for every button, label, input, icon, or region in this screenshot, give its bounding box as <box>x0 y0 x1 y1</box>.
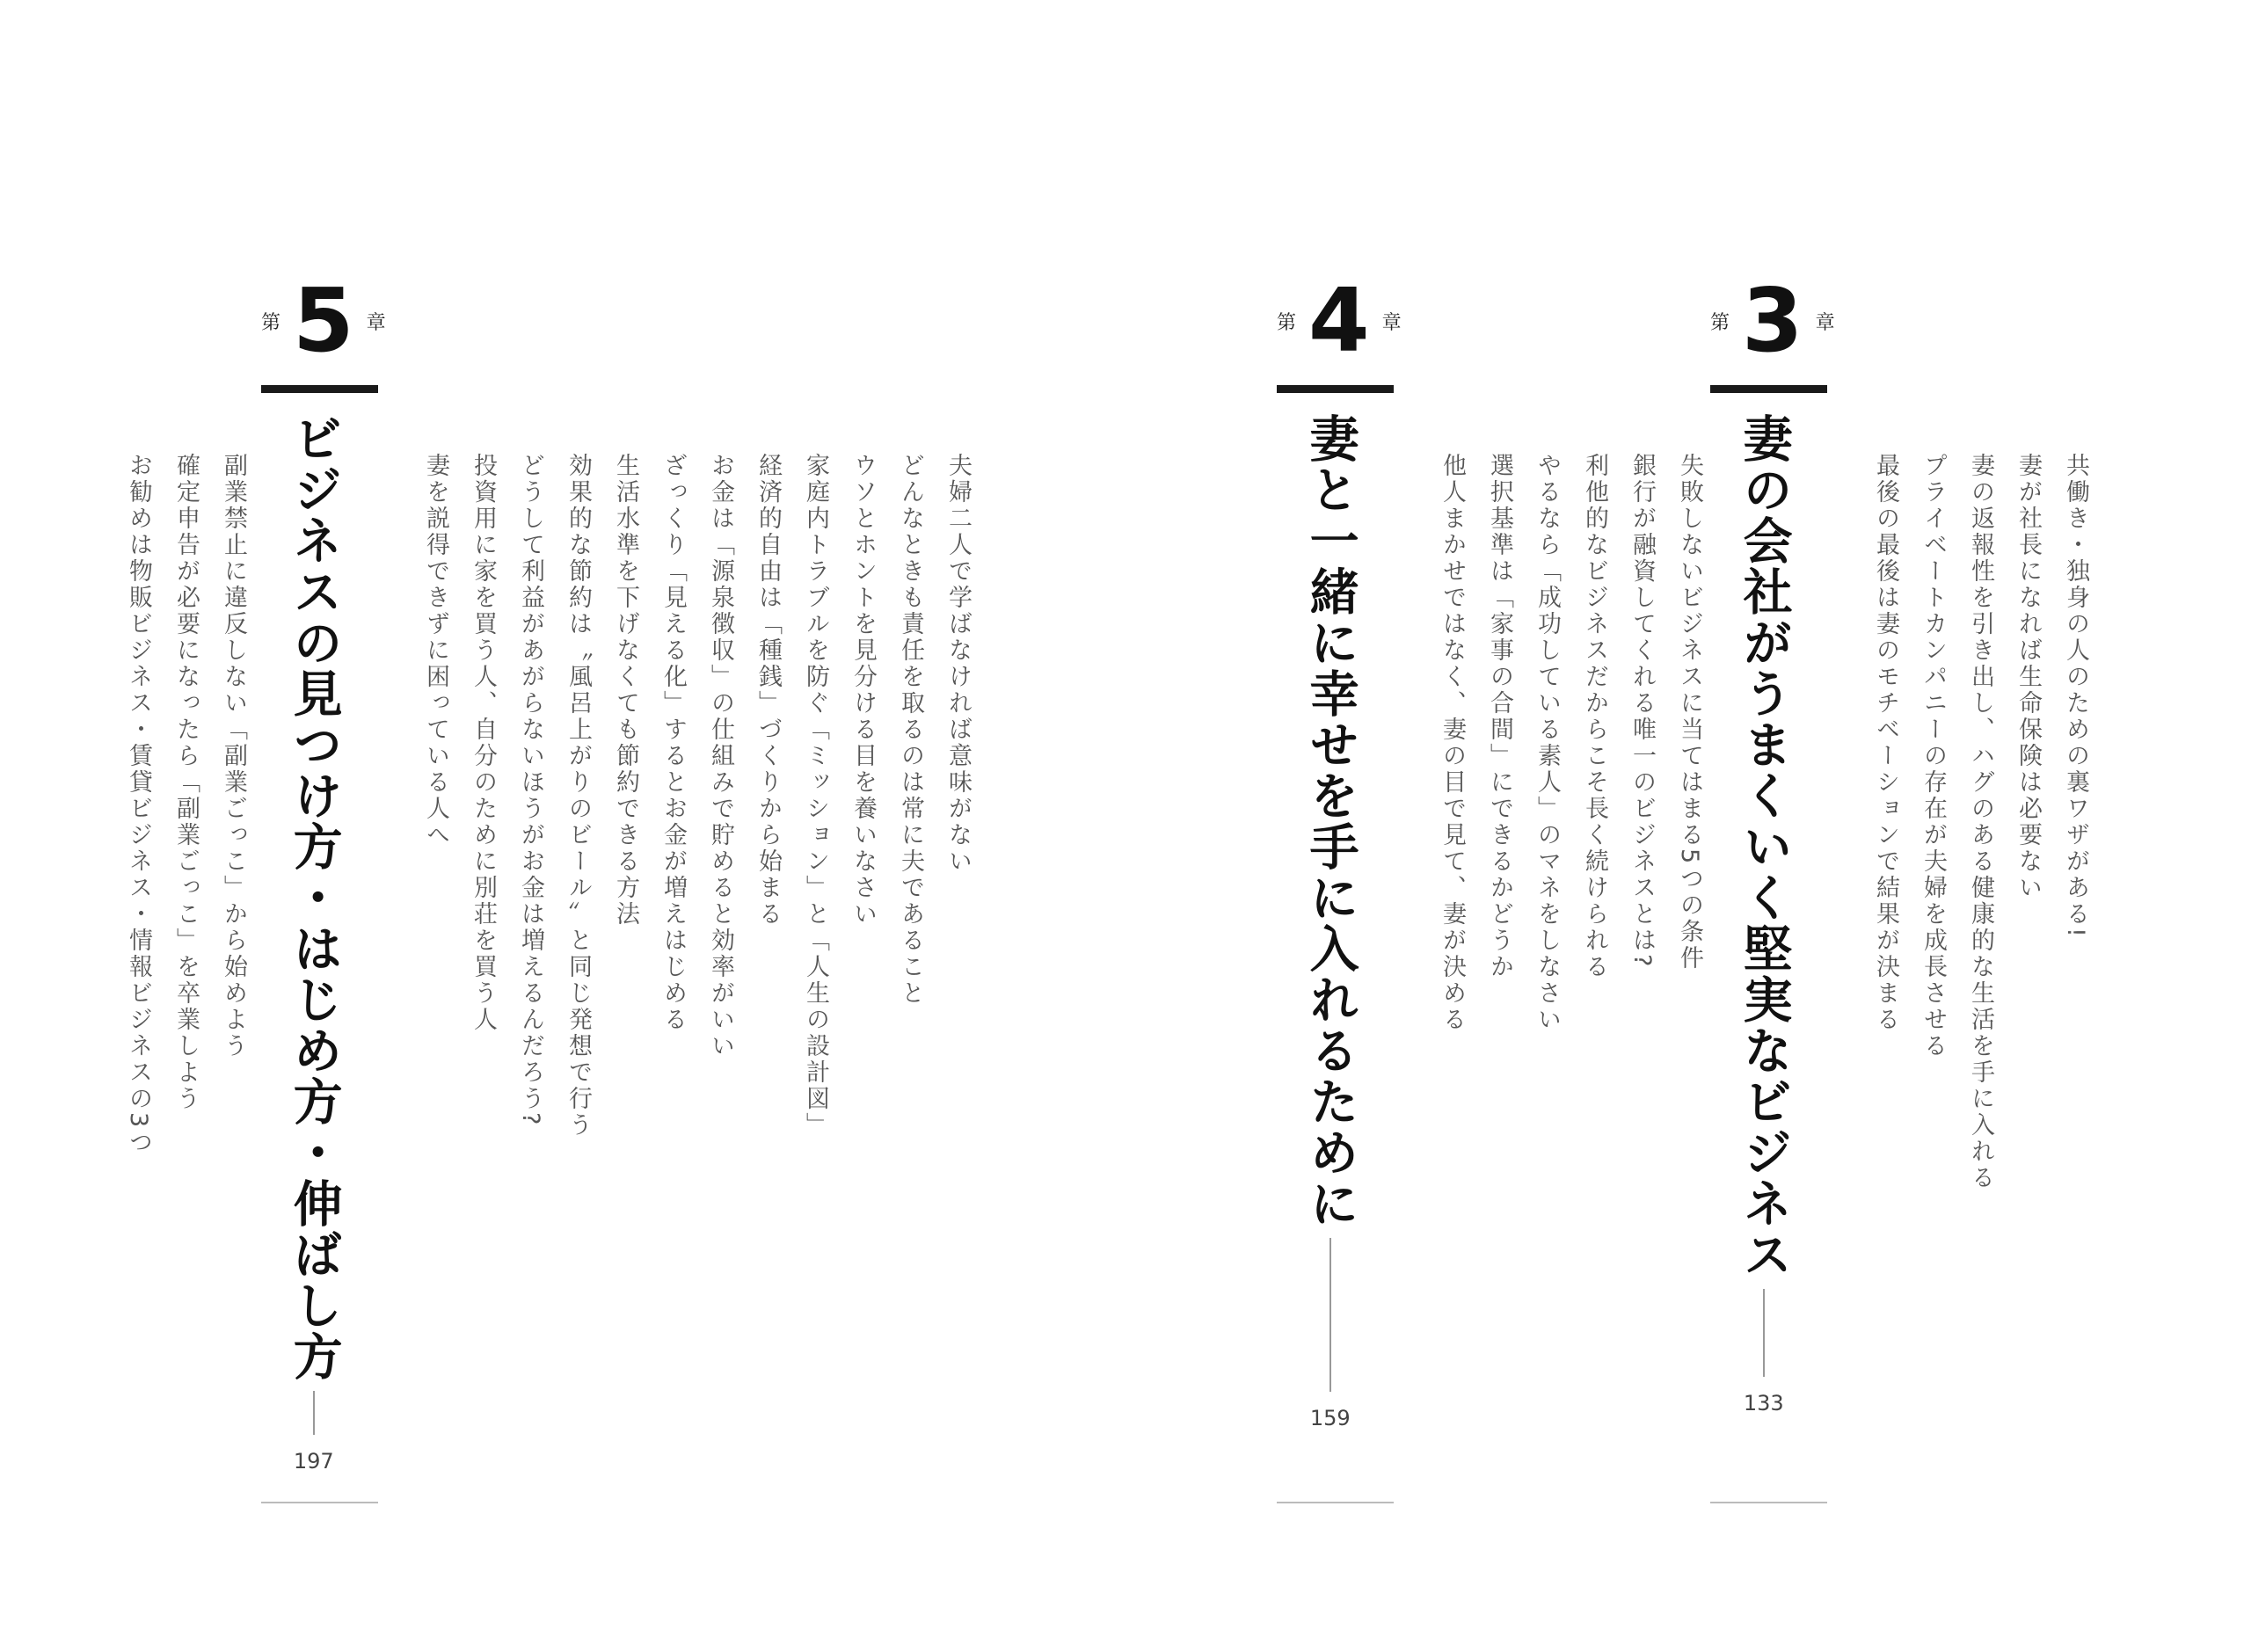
section-item: ウソとホントを見分ける目を養いなさい <box>849 453 877 928</box>
section-item: 銀行が融資してくれる唯一のビジネスとは? <box>1628 453 1656 970</box>
chapter-prefix: 第 <box>261 311 281 334</box>
page-number: 159 <box>1309 1406 1351 1430</box>
chapter-number: 5 <box>293 269 354 372</box>
section-item: 利他的なビジネスだからこそ長く続けられる <box>1581 453 1608 980</box>
section-item: 共働き・独身の人のための裏ワザがある! <box>2062 453 2089 940</box>
section-item: 選択基準は「家事の合間」にできるかどうか <box>1486 453 1513 980</box>
section-item: やるなら「成功している素人」のマネをしなさい <box>1533 453 1561 1033</box>
section-item: プライベートカンパニーの存在が夫婦を成長させる <box>1920 453 1947 1059</box>
section-item: お金は「源泉徴収」の仕組みで貯めると効率がいい <box>707 453 734 1059</box>
footer-rule <box>1277 1502 1394 1503</box>
section-item: 投資用に家を買う人、自分のために別荘を買う人 <box>470 453 497 1033</box>
section-item: 確定申告が必要になったら「副業ごっこ」を卒業しよう <box>172 453 200 1112</box>
chapter-5 <box>114 0 1002 1652</box>
section-item: 妻を説得できずに困っている人へ <box>422 453 449 848</box>
section-item: 家庭内トラブルを防ぐ「ミッション」と「人生の設計図」 <box>802 453 829 1139</box>
section-item: お勧めは物販ビジネス・賃貸ビジネス・情報ビジネスの3つ <box>125 453 152 1157</box>
page-number: 133 <box>1743 1391 1784 1415</box>
chapter-suffix: 章 <box>1381 311 1402 334</box>
chapter-title-block <box>1303 413 1358 1430</box>
section-item: 妻が社長になれば生命保険は必要ない <box>2014 453 2042 901</box>
chapter-suffix: 章 <box>366 311 386 334</box>
section-list <box>412 453 981 1139</box>
chapter-suffix: 章 <box>1815 311 1835 334</box>
title-dash <box>1763 1289 1765 1377</box>
section-list <box>114 453 257 1156</box>
page-number: 197 <box>293 1449 334 1474</box>
section-item: 副業禁止に違反しない「副業ごっこ」から始めよう <box>220 453 247 1059</box>
chapter-title-block <box>1737 413 1791 1415</box>
chapter-title: ビジネスの見つけ方・はじめ方・伸ばし方 <box>285 413 343 1382</box>
section-item: 最後の最後は妻のモチベーションで結果が決まる <box>1872 453 1899 1033</box>
chapter-heading <box>261 269 386 372</box>
heading-rule <box>1710 385 1827 393</box>
section-item: ざっくり「見える化」するとお金が増えはじめる <box>659 453 687 1033</box>
section-list <box>1861 453 2099 1191</box>
title-dash <box>313 1391 315 1435</box>
section-item: どうして利益があがらないほうがお金は増えるんだろう? <box>517 453 544 1128</box>
chapter-title-block <box>287 413 341 1474</box>
chapter-number: 3 <box>1742 269 1803 372</box>
section-item: どんなときも責任を取るのは常に夫であること <box>897 453 924 1007</box>
chapter-heading <box>1277 269 1402 372</box>
footer-rule <box>261 1502 378 1503</box>
section-item: 経済的自由は「種銭」づくりから始まる <box>754 453 782 928</box>
section-list <box>1428 453 1713 1033</box>
chapter-prefix: 第 <box>1277 311 1297 334</box>
footer-rule <box>1710 1502 1827 1503</box>
section-item: 妻の返報性を引き出し、ハグのある健康的な生活を手に入れる <box>1967 453 1994 1191</box>
section-item: 他人まかせではなく、妻の目で見て、妻が決める <box>1439 453 1466 1033</box>
heading-rule <box>261 385 378 393</box>
chapter-title: 妻の会社がうまくいく堅実なビジネス <box>1735 413 1793 1280</box>
section-item: 生活水準を下げなくても節約できる方法 <box>612 453 639 928</box>
heading-rule <box>1277 385 1394 393</box>
section-item: 失敗しないビジネスに当てはまる5つの条件 <box>1676 453 1703 972</box>
title-dash <box>1329 1238 1331 1392</box>
chapter-heading <box>1710 269 1835 372</box>
section-item: 効果的な節約は〝風呂上がりのビール〟と同じ発想で行う <box>565 453 592 1139</box>
chapter-prefix: 第 <box>1710 311 1730 334</box>
chapter-number: 4 <box>1308 269 1370 372</box>
chapter-title: 妻と一緒に幸せを手に入れるために <box>1301 413 1359 1229</box>
section-item: 夫婦二人で学ばなければ意味がない <box>944 453 972 875</box>
chapter-3 <box>1710 0 2167 1652</box>
chapter-4 <box>1277 0 1716 1652</box>
